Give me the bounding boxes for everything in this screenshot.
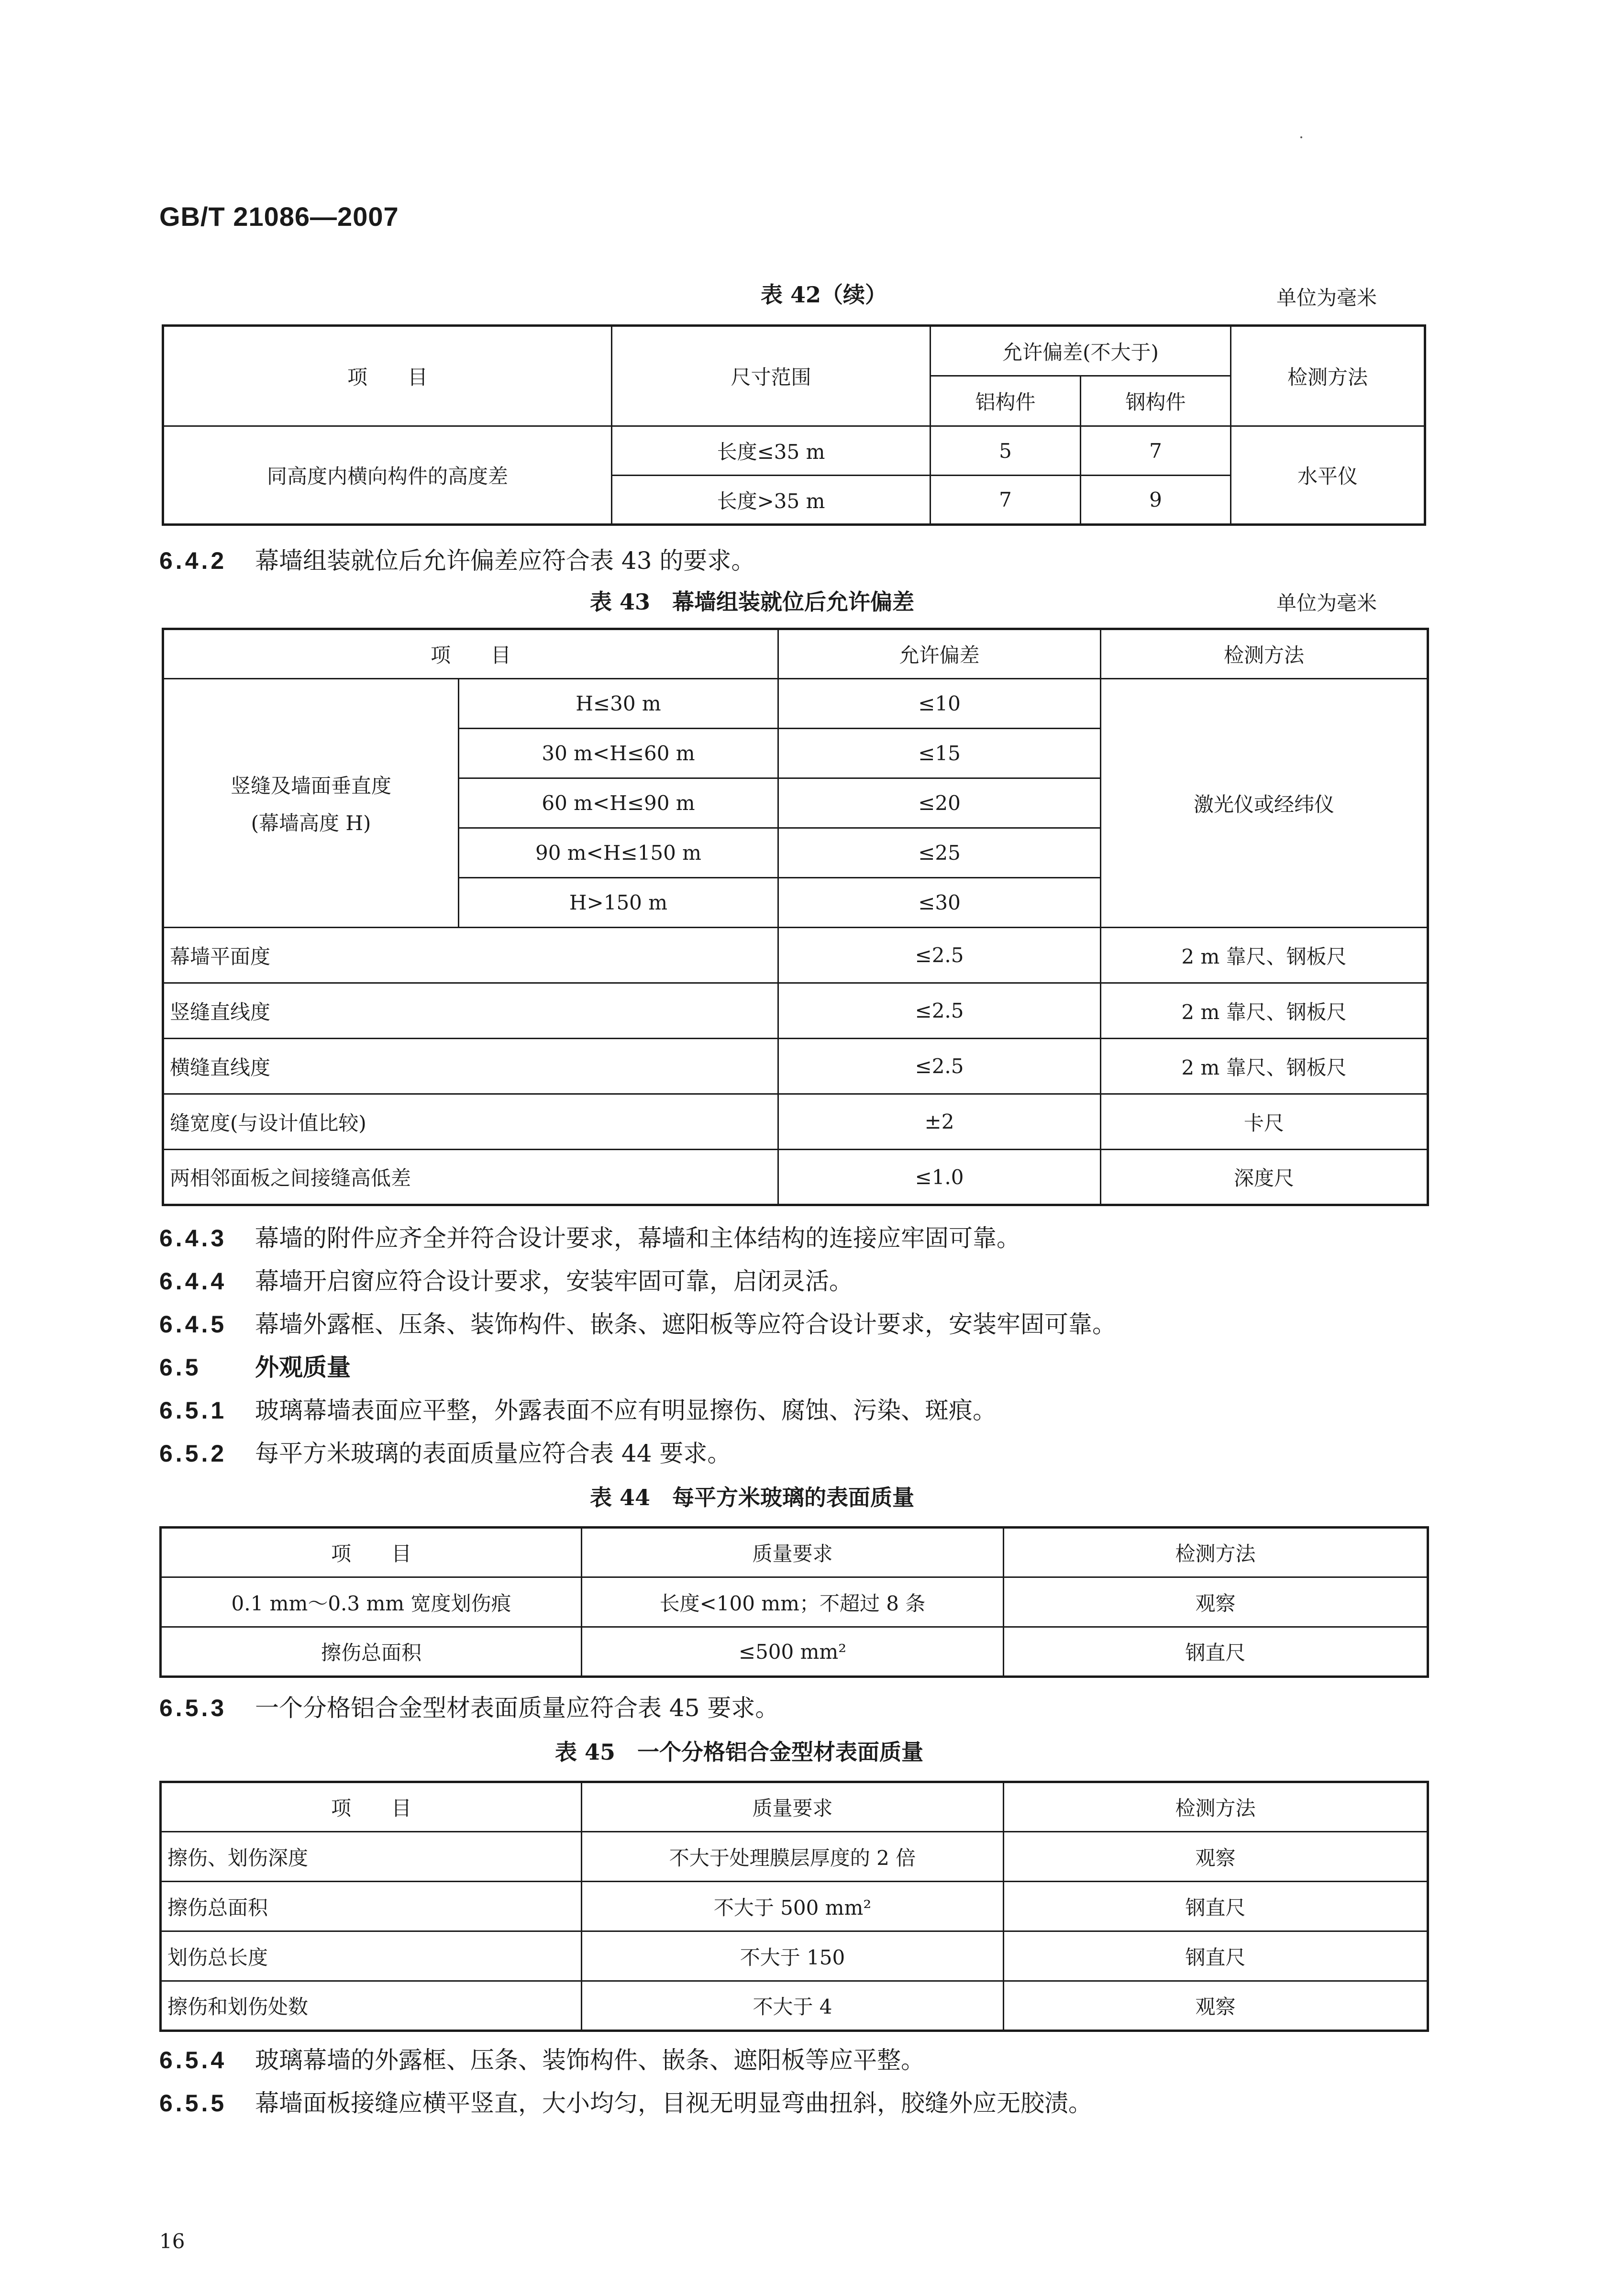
table-43-unit: 单位为毫米 (1276, 591, 1377, 615)
table-43-tolerance: ≤15 (778, 729, 1101, 778)
table-42-caption: 表 42（续） (761, 282, 887, 308)
table-45-method: 钢直尺 (1004, 1882, 1428, 1931)
table-45 (159, 1781, 1429, 2032)
clause-number: 6.4.3 (159, 1225, 227, 1252)
table-43 (162, 628, 1429, 1206)
table-42-method: 水平仪 (1231, 426, 1425, 525)
table-42-header-method: 检测方法 (1231, 326, 1425, 426)
table-45-caption: 表 45 一个分格铝合金型材表面质量 (555, 1739, 924, 1765)
table-45-quality: 不大于 500 mm² (582, 1882, 1004, 1931)
clause-number: 6.5.5 (159, 2090, 227, 2117)
table-45-item: 划伤总长度 (161, 1931, 582, 1981)
table-43-caption: 表 43 幕墙组装就位后允许偏差 (590, 589, 915, 615)
clause-number: 6.4.2 (159, 547, 227, 574)
clause-6-4-4 (159, 1262, 853, 1297)
table-42-aluminum-value: 7 (931, 476, 1081, 525)
clause-text: 每平方米玻璃的表面质量应符合表 44 要求。 (255, 1440, 731, 1467)
table-43-method: 深度尺 (1101, 1150, 1428, 1205)
clause-6-5-4 (159, 2041, 925, 2075)
table-42-range: 长度>35 m (612, 476, 931, 525)
table-43-tolerance: ≤2.5 (778, 1039, 1101, 1094)
table-43-item: 幕墙平面度 (163, 928, 778, 983)
clause-text: 一个分格铝合金型材表面质量应符合表 45 要求。 (255, 1694, 779, 1722)
group-label-line-2: (幕墙高度 H) (251, 811, 371, 835)
table-43-group-label (163, 679, 459, 928)
table-45-method: 钢直尺 (1004, 1931, 1428, 1981)
clause-number: 6.5.1 (159, 1397, 227, 1424)
group-label-line-1: 竖缝及墙面垂直度 (230, 774, 391, 798)
table-44-method: 观察 (1004, 1577, 1428, 1627)
clause-text: 幕墙外露框、压条、装饰构件、嵌条、遮阳板等应符合设计要求，安装牢固可靠。 (255, 1310, 1116, 1338)
clause-text: 幕墙开启窗应符合设计要求，安装牢固可靠，启闭灵活。 (255, 1267, 853, 1295)
table-43-tolerance: ≤10 (778, 679, 1101, 729)
table-43-header-method: 检测方法 (1101, 629, 1428, 679)
table-42-aluminum-value: 5 (931, 426, 1081, 476)
clause-number: 6.5 (159, 1354, 201, 1381)
table-43-height-range: H≤30 m (459, 679, 778, 729)
section-heading-6-5 (159, 1348, 351, 1383)
table-43-tolerance: ≤25 (778, 828, 1101, 878)
clause-6-4-2 (159, 542, 755, 576)
table-44-caption: 表 44 每平方米玻璃的表面质量 (590, 1485, 915, 1510)
table-45-method: 观察 (1004, 1981, 1428, 2031)
table-45-quality: 不大于 4 (582, 1981, 1004, 2031)
table-42-header-steel: 钢构件 (1081, 376, 1231, 426)
table-42-header-item: 项 目 (163, 326, 612, 426)
table-44 (159, 1526, 1429, 1678)
table-45-quality: 不大于 150 (582, 1931, 1004, 1981)
table-43-tolerance: ≤20 (778, 778, 1101, 828)
table-42-range: 长度≤35 m (612, 426, 931, 476)
table-45-item: 擦伤总面积 (161, 1882, 582, 1931)
standard-number: GB/T 21086—2007 (159, 201, 399, 232)
clause-text: 幕墙面板接缝应横平竖直，大小均匀，目视无明显弯曲扭斜，胶缝外应无胶渍。 (255, 2089, 1092, 2117)
table-43-tolerance: ≤2.5 (778, 928, 1101, 983)
clause-6-5-1 (159, 1391, 997, 1426)
table-44-quality: ≤500 mm² (582, 1627, 1004, 1677)
table-42-item: 同高度内横向构件的高度差 (163, 426, 612, 525)
table-43-item: 缝宽度(与设计值比较) (163, 1094, 778, 1150)
table-43-item: 横缝直线度 (163, 1039, 778, 1094)
table-44-header-item: 项 目 (161, 1528, 582, 1577)
table-43-height-range: 30 m<H≤60 m (459, 729, 778, 778)
table-43-header-tolerance: 允许偏差 (778, 629, 1101, 679)
clause-text: 玻璃幕墙表面应平整，外露表面不应有明显擦伤、腐蚀、污染、斑痕。 (255, 1397, 997, 1424)
table-43-item: 两相邻面板之间接缝高低差 (163, 1150, 778, 1205)
clause-text: 幕墙的附件应齐全并符合设计要求，幕墙和主体结构的连接应牢固可靠。 (255, 1224, 1020, 1252)
table-42-steel-value: 9 (1081, 476, 1231, 525)
table-45-header-quality: 质量要求 (582, 1782, 1004, 1832)
table-43-method: 2 m 靠尺、钢板尺 (1101, 928, 1428, 983)
table-42-header-range: 尺寸范围 (612, 326, 931, 426)
scan-speck (1300, 136, 1302, 138)
table-43-tolerance: ≤30 (778, 878, 1101, 928)
clause-6-5-5 (159, 2084, 1092, 2119)
table-45-item: 擦伤、划伤深度 (161, 1832, 582, 1882)
table-42 (162, 324, 1426, 526)
table-43-tolerance: ≤2.5 (778, 983, 1101, 1039)
section-title: 外观质量 (255, 1353, 351, 1381)
clause-number: 6.5.2 (159, 1440, 227, 1467)
clause-text: 幕墙组装就位后允许偏差应符合表 43 的要求。 (255, 547, 755, 575)
clause-6-5-2 (159, 1434, 731, 1469)
page-number: 16 (159, 2229, 185, 2253)
clause-number: 6.4.4 (159, 1268, 227, 1295)
table-43-method: 2 m 靠尺、钢板尺 (1101, 1039, 1428, 1094)
table-43-method: 卡尺 (1101, 1094, 1428, 1150)
table-43-height-range: 90 m<H≤150 m (459, 828, 778, 878)
table-43-tolerance: ≤1.0 (778, 1150, 1101, 1205)
clause-text: 玻璃幕墙的外露框、压条、装饰构件、嵌条、遮阳板等应平整。 (255, 2046, 925, 2074)
table-44-quality: 长度<100 mm；不超过 8 条 (582, 1577, 1004, 1627)
table-44-method: 钢直尺 (1004, 1627, 1428, 1677)
table-44-header-method: 检测方法 (1004, 1528, 1428, 1577)
table-43-group-method: 激光仪或经纬仪 (1101, 679, 1428, 928)
table-42-header-aluminum: 铝构件 (931, 376, 1081, 426)
table-43-height-range: 60 m<H≤90 m (459, 778, 778, 828)
table-42-steel-value: 7 (1081, 426, 1231, 476)
table-44-header-quality: 质量要求 (582, 1528, 1004, 1577)
table-45-header-item: 项 目 (161, 1782, 582, 1832)
clause-number: 6.5.4 (159, 2047, 227, 2074)
clause-number: 6.5.3 (159, 1695, 227, 1721)
table-45-quality: 不大于处理膜层厚度的 2 倍 (582, 1832, 1004, 1882)
table-45-method: 观察 (1004, 1832, 1428, 1882)
table-44-item: 擦伤总面积 (161, 1627, 582, 1677)
clause-number: 6.4.5 (159, 1311, 227, 1338)
table-43-method: 2 m 靠尺、钢板尺 (1101, 983, 1428, 1039)
table-42-unit: 单位为毫米 (1276, 286, 1377, 310)
table-43-item: 竖缝直线度 (163, 983, 778, 1039)
table-44-item: 0.1 mm～0.3 mm 宽度划伤痕 (161, 1577, 582, 1627)
table-43-tolerance: ±2 (778, 1094, 1101, 1150)
table-43-header-item: 项 目 (163, 629, 778, 679)
clause-6-4-5 (159, 1305, 1116, 1340)
clause-6-5-3 (159, 1689, 779, 1723)
table-42-header-tolerance: 允许偏差(不大于) (931, 326, 1231, 376)
table-45-header-method: 检测方法 (1004, 1782, 1428, 1832)
table-45-item: 擦伤和划伤处数 (161, 1981, 582, 2031)
clause-6-4-3 (159, 1219, 1020, 1253)
table-43-height-range: H>150 m (459, 878, 778, 928)
